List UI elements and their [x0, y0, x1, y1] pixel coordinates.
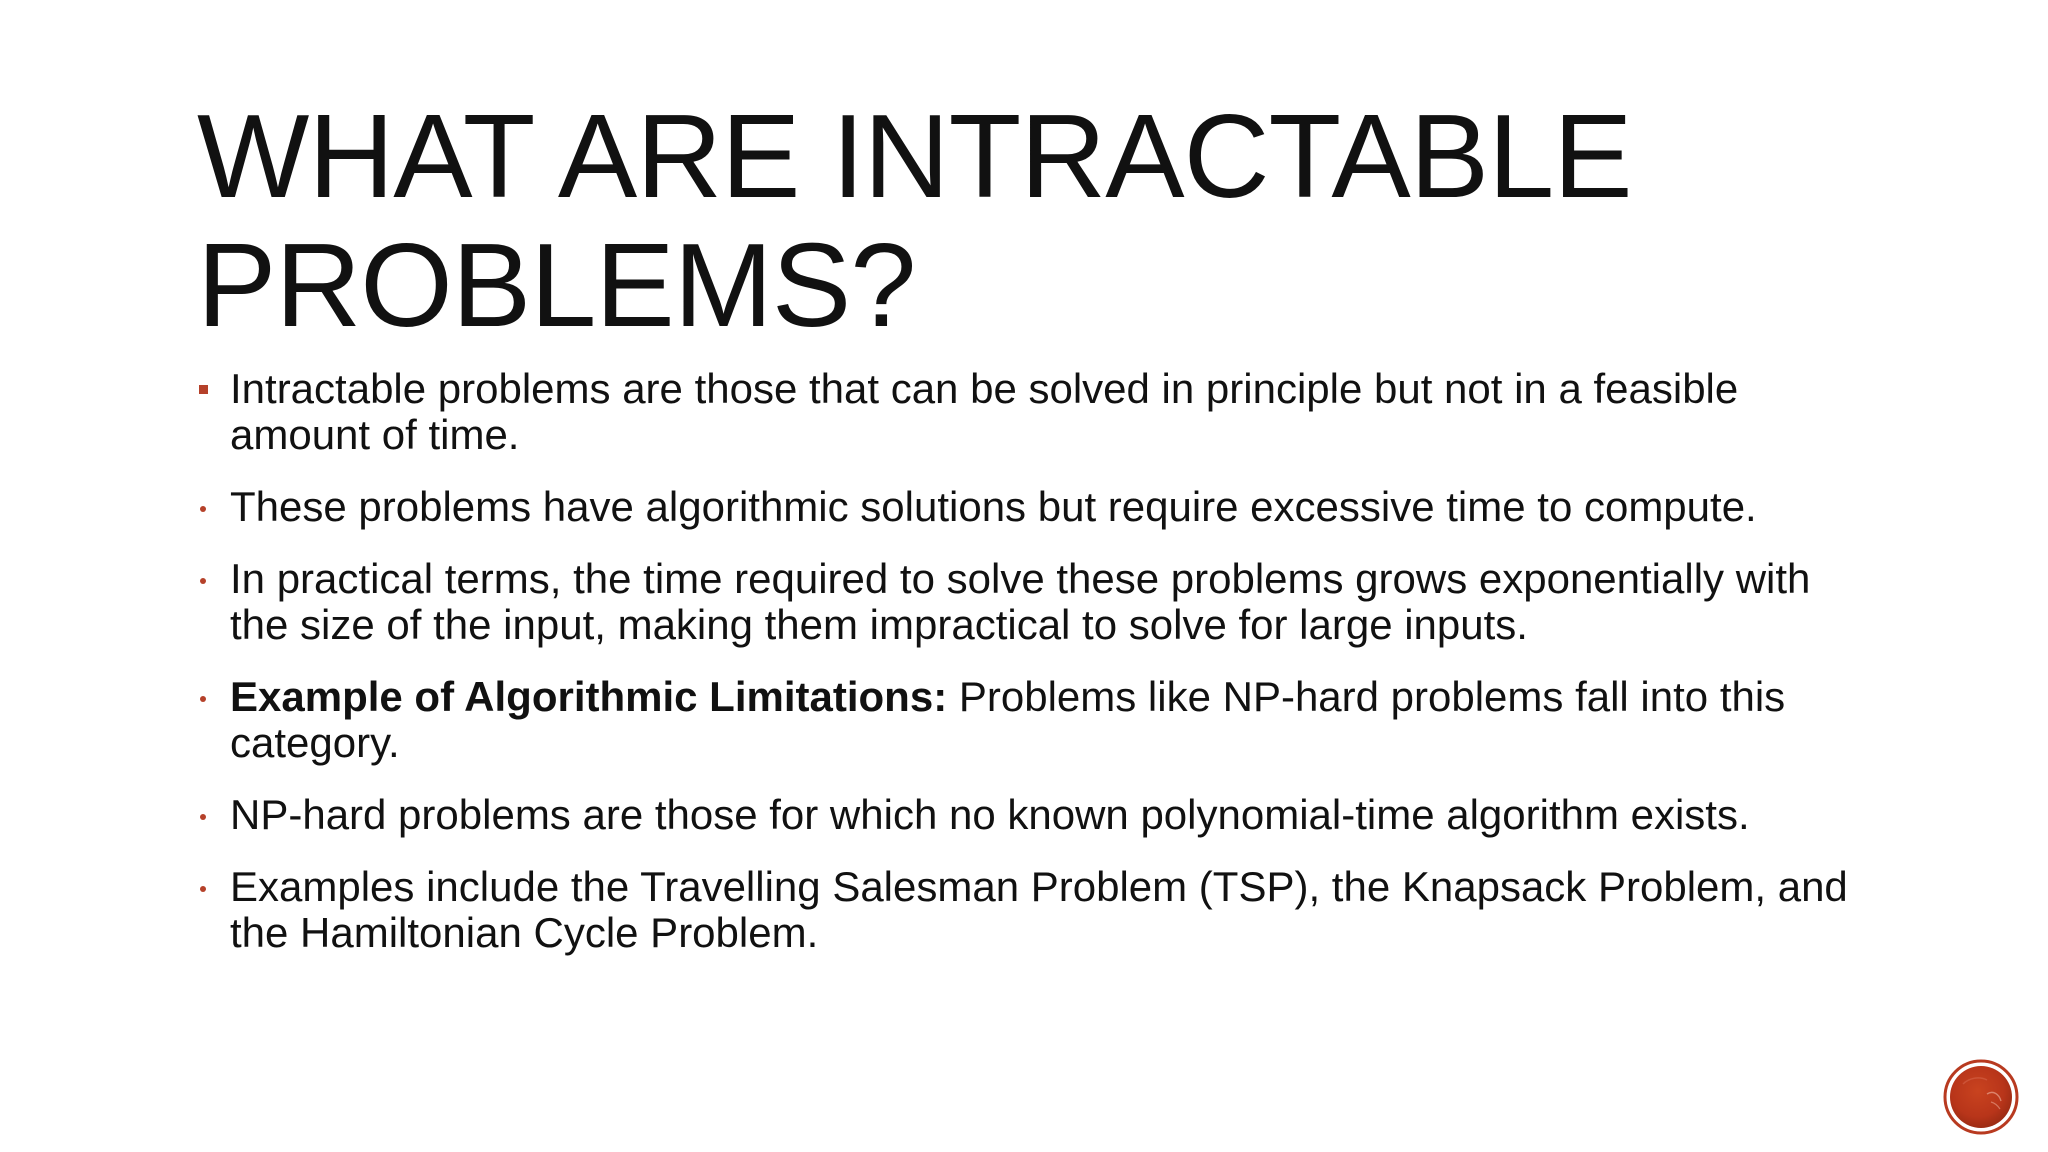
bullet-item: [197, 674, 1877, 766]
bullet-text: These problems have algorithmic solutions but require excessive time to compute.: [230, 483, 1757, 530]
bullet-item: [197, 366, 1877, 458]
bullet-text: In practical terms, the time required to solve these problems grows exponentially with the size of the input, making them impractical to solve for large inputs.: [230, 555, 1811, 648]
bullet-list: [197, 366, 1877, 956]
bullet-item: [197, 864, 1877, 956]
bullet-text: Problems like NP-hard problems fall into this category.: [230, 673, 1786, 766]
bullet-text: NP-hard problems are those for which no known polynomial-time algorithm exists.: [230, 791, 1750, 838]
bullet-item: [197, 484, 1877, 530]
slide-nav-button[interactable]: [1943, 1059, 2019, 1135]
slide-title: WHAT ARE INTRACTABLE PROBLEMS?: [197, 90, 1632, 352]
dot-bullet-icon: [197, 674, 221, 720]
dot-bullet-icon: [197, 484, 221, 530]
dot-bullet-icon: [197, 556, 221, 602]
bullet-item: [197, 556, 1877, 648]
bullet-item: [197, 792, 1877, 838]
bullet-text: Intractable problems are those that can be solved in principle but not in a feasible amount of time.: [230, 365, 1739, 458]
bullet-text: Examples include the Travelling Salesman Problem (TSP), the Knapsack Problem, and the Hamiltonian Cycle Problem.: [230, 863, 1848, 956]
square-bullet-icon: [197, 366, 221, 412]
dot-bullet-icon: [197, 864, 221, 910]
bullet-bold-text: Example of Algorithmic Limitations:: [230, 673, 948, 720]
dot-bullet-icon: [197, 792, 221, 838]
circle-nav-icon: [1943, 1059, 2019, 1135]
